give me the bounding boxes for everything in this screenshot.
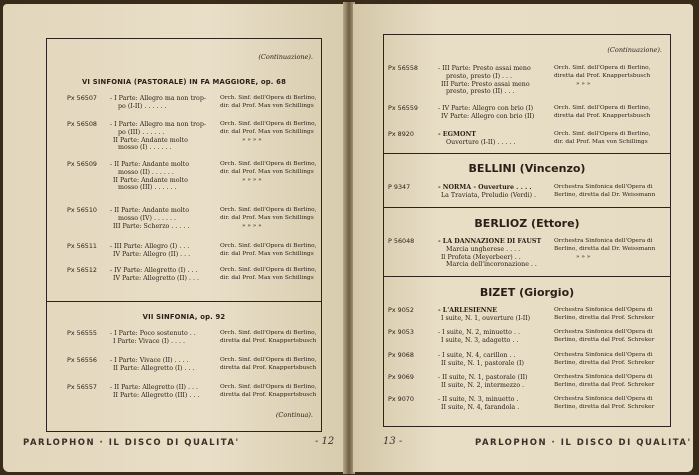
divider bbox=[384, 207, 670, 208]
right-frame bbox=[383, 34, 671, 427]
entry-description: - I Parte: Allegro ma non trop- po (III) . . . . . . II Parte: Andante molto mosso (I) . . . . . . bbox=[110, 121, 206, 152]
performer: Orchestra Sinfonica dell'Opera di Berlino, diretta dal Dr. Weissmann bbox=[554, 184, 656, 198]
catalog-number: Px 56558 bbox=[388, 64, 418, 72]
catalog-number: Px 56557 bbox=[67, 383, 97, 391]
performer: Orchestra Sinfonica dell'Opera di Berlino, diretta dal Prof. Schreker bbox=[554, 352, 655, 366]
entry-description: - I suite, N. 2, minuetto . . I suite, N. 3, adagetto . . bbox=[438, 329, 520, 344]
right-page bbox=[353, 4, 693, 472]
page-number: - 12 bbox=[315, 436, 335, 447]
left-frame bbox=[46, 38, 322, 432]
catalog-number: Px 9070 bbox=[388, 395, 414, 403]
entry-description: - I Parte: Poco sostenuto . . I Parte: Vivace (I) . . . . bbox=[110, 330, 196, 345]
catalog-number: Px 56509 bbox=[67, 160, 97, 168]
composer-berlioz: BERLIOZ (Ettore) bbox=[474, 217, 580, 230]
performer: Orch. Sinf. dell'Opera di Berlino, diretta dal Prof. Knappertsbusch bbox=[220, 384, 317, 398]
performer: Orch. Sinf. dell'Opera di Berlino, dir. dal Prof. Max von Schillings » » » » bbox=[220, 207, 317, 229]
catalog-number: Px 56511 bbox=[67, 242, 97, 250]
performer: Orchestra Sinfonica dell'Opera di Berlino, diretta dal Dr. Weissmann » » » bbox=[554, 238, 656, 260]
catalog-number: Px 56555 bbox=[67, 329, 97, 337]
performer: Orch. Sinf. dell'Opera di Berlino, dir. dal Prof. Max von Schillings bbox=[220, 243, 317, 257]
section-title-vii-sinfonia: VII SINFONIA, op. 92 bbox=[142, 313, 226, 321]
composer-bizet: BIZET (Giorgio) bbox=[479, 286, 575, 299]
entry-description: - EGMONT Ouverture (I-II) . . . . . bbox=[438, 131, 516, 146]
performer: Orch. Sinf. dell'Opera di Berlino, dir. dal Prof. Max von Schillings bbox=[554, 131, 651, 145]
entry-description: - I suite, N. 4, carillon . . II suite, N. 1, pastorale (I) bbox=[438, 352, 524, 367]
entry-description: - II suite, N. 1, pastorale (II) II suite, N. 2, intermezzo . bbox=[438, 374, 528, 389]
catalog-number: P 9347 bbox=[388, 183, 411, 191]
page-number: 13 - bbox=[383, 436, 403, 447]
performer: Orch. Sinf. dell'Opera di Berlino, dir. dal Prof. Max von Schillings » » » » bbox=[220, 121, 317, 143]
performer: Orchestra Sinfonica dell'Opera di Berlino, diretta dal Prof. Schreker bbox=[554, 329, 655, 343]
entry-description: - I Parte: Allegro ma non trop- po (I-II) . . . . . . bbox=[110, 95, 206, 110]
continuation-note: (Continuazione). bbox=[607, 46, 662, 54]
catalog-number: Px 9069 bbox=[388, 373, 414, 381]
entry-description: - III Parte: Presto assai meno presto, presto (I) . . . III Parte: Presto assai meno presto, presto (II) . . . bbox=[438, 65, 531, 96]
entry-description: - IV Parte: Allegro con brio (I) IV Parte: Allegro con brio (II) bbox=[438, 105, 535, 120]
divider bbox=[384, 153, 670, 154]
performer: Orch. Sinf. dell'Opera di Berlino, diretta dal Prof. Knappertsbusch bbox=[554, 105, 651, 119]
divider bbox=[384, 276, 670, 277]
continues-note: (Continua). bbox=[275, 411, 313, 419]
catalog-number: Px 56559 bbox=[388, 104, 418, 112]
entry-description: - I Parte: Vivace (II) . . . . II Parte: Allegretto (I) . . . bbox=[110, 357, 195, 372]
catalog-number: Px 9068 bbox=[388, 351, 414, 359]
performer: Orchestra Sinfonica dell'Opera di Berlino, diretta dal Prof. Schreker bbox=[554, 307, 655, 321]
performer: Orch. Sinf. dell'Opera di Berlino, dir. dal Prof. Max von Schillings bbox=[220, 95, 317, 109]
performer: Orch. Sinf. dell'Opera di Berlino, diretta dal Prof. Knappertsbusch » » » bbox=[554, 65, 651, 87]
entry-description: - LA DANNAZIONE DI FAUST Marcia ungherese . . . . Il Profeta (Meyerbeer) . . Marcia dell'incoronazione . . bbox=[438, 238, 542, 269]
catalog-number: Px 9052 bbox=[388, 306, 414, 314]
left-page bbox=[3, 4, 345, 472]
entry-description: - L'ARLESIENNE I suite, N. 1, ouverture (I-II) bbox=[438, 307, 531, 322]
entry-description: - III Parte: Allegro (I) . . . IV Parte: Allegro (II) . . . bbox=[110, 243, 191, 258]
entry-description: - II suite, N. 3, minuetto . II suite, N. 4, farandola . bbox=[438, 396, 520, 411]
divider bbox=[47, 301, 321, 302]
continuation-note: (Continuazione). bbox=[258, 53, 313, 61]
performer: Orch. Sinf. dell'Opera di Berlino, diretta dal Prof. Knappertsbusch bbox=[220, 330, 317, 344]
page-footer: PARLOPHON · IL DISCO DI QUALITA' bbox=[475, 438, 692, 448]
section-title-vi-sinfonia: VI SINFONIA (PASTORALE) IN FA MAGGIORE, op. 68 bbox=[81, 78, 287, 86]
performer: Orch. Sinf. dell'Opera di Berlino, dir. dal Prof. Max von Schillings bbox=[220, 267, 317, 281]
catalog-number: Px 56510 bbox=[67, 206, 97, 214]
composer-bellini: BELLINI (Vincenzo) bbox=[468, 162, 586, 175]
performer: Orchestra Sinfonica dell'Opera di Berlino, diretta dal Prof. Schreker bbox=[554, 374, 655, 388]
catalog-number: Px 56512 bbox=[67, 266, 97, 274]
performer: Orch. Sinf. dell'Opera di Berlino, diretta dal Prof. Knappertsbusch bbox=[220, 357, 317, 371]
catalog-number: Px 56556 bbox=[67, 356, 97, 364]
entry-description: - IV Parte: Allegretto (I) . . . IV Parte: Allegretto (II) . . . bbox=[110, 267, 199, 282]
catalog-number: Px 9053 bbox=[388, 328, 414, 336]
catalog-number: P 56048 bbox=[388, 237, 415, 245]
catalog-number: Px 56508 bbox=[67, 120, 97, 128]
entry-description: - II Parte: Andante molto mosso (II) . . . . . . II Parte: Andante molto mosso (III) . . . . . . bbox=[110, 161, 190, 192]
entry-description: - II Parte: Allegretto (II) . . . II Parte: Allegretto (III) . . . bbox=[110, 384, 200, 399]
entry-description: - NORMA - Ouverture . . . . La Traviata, Preludio (Verdi) . bbox=[438, 184, 537, 199]
entry-description: - II Parte: Andante molto mosso (IV) . . . . . . III Parte: Scherzo . . . . . bbox=[110, 207, 190, 230]
catalog-number: Px 8920 bbox=[388, 130, 414, 138]
performer: Orchestra Sinfonica dell'Opera di Berlino, diretta dal Prof. Schreker bbox=[554, 396, 655, 410]
performer: Orch. Sinf. dell'Opera di Berlino, dir. dal Prof. Max von Schillings » » » » bbox=[220, 161, 317, 183]
catalog-number: Px 56507 bbox=[67, 94, 97, 102]
page-footer: PARLOPHON · IL DISCO DI QUALITA' bbox=[23, 438, 240, 448]
